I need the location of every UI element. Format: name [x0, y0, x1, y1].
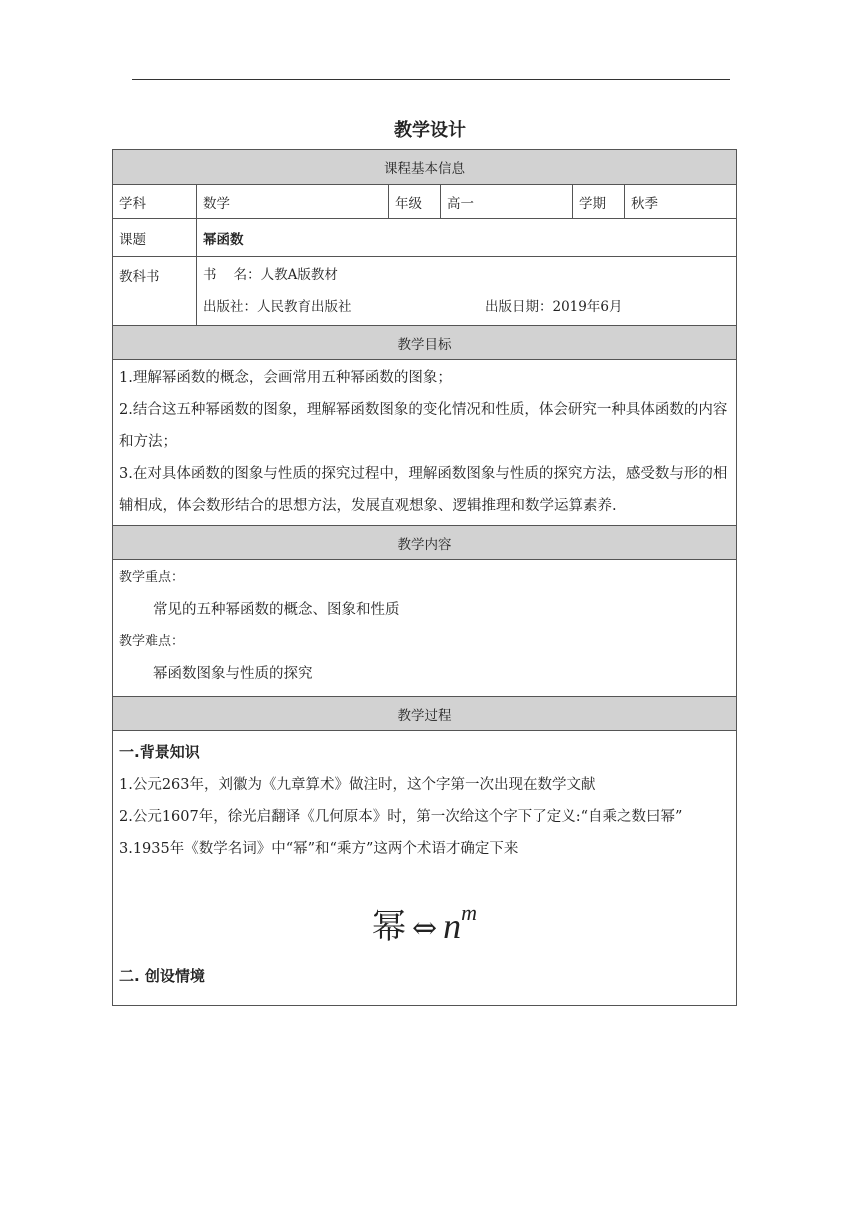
objective-item: 3.在对具体函数的图象与性质的探究过程中，理解函数图象与性质的探究方法，感受数与形的相辅相成，体会数形结合的思想方法，发展直观想象、逻辑推理和数学运算素养. — [119, 466, 728, 514]
content-body — [113, 560, 737, 697]
topic-label: 课题 — [113, 219, 197, 257]
equivalence-arrow-icon: ⇔ — [412, 911, 438, 946]
term-value: 秋季 — [625, 185, 737, 219]
formula-char: 幂 — [372, 907, 407, 947]
difficulty-text: 幂函数图象与性质的探究 — [153, 666, 313, 682]
objective-item: 1.理解幂函数的概念，会画常用五种幂函数的图象； — [119, 370, 452, 386]
background-item: 2.公元1607年，徐光启翻译《几何原本》时，第一次给这个字下了定义:“自乘之数曰幂” — [119, 809, 683, 825]
textbook-info — [197, 257, 737, 326]
background-item: 3.1935年《数学名词》中“幂”和“乘方”这两个术语才确定下来 — [119, 841, 519, 857]
grade-value: 高一 — [441, 185, 573, 219]
section-title: 二. 创设情境 — [119, 967, 205, 985]
book-name: 书 名：人教A版教材 — [203, 267, 338, 283]
publication-date: 出版日期：2019年6月 — [485, 299, 623, 315]
document-title: 教学设计 — [394, 120, 466, 141]
process-body — [113, 731, 737, 1006]
content-header: 教学内容 — [113, 526, 737, 560]
grade-label: 年级 — [389, 185, 441, 219]
formula-base: n — [443, 906, 462, 946]
power-formula — [119, 865, 730, 961]
background-item: 1.公元263年，刘徽为《九章算术》做注时，这个字第一次出现在数学文献 — [119, 777, 596, 793]
publisher: 出版社：人民教育出版社 — [203, 299, 352, 315]
basic-info-header: 课程基本信息 — [113, 150, 737, 185]
topic-value: 幂函数 — [197, 219, 737, 257]
textbook-label: 教科书 — [113, 257, 197, 326]
process-header: 教学过程 — [113, 697, 737, 731]
key-points-label: 教学重点： — [119, 570, 185, 585]
header-rule — [132, 79, 730, 80]
difficulty-label: 教学难点： — [119, 634, 185, 649]
objectives-list — [113, 360, 737, 526]
subject-value: 数学 — [197, 185, 389, 219]
subject-label: 学科 — [113, 185, 197, 219]
term-label: 学期 — [573, 185, 625, 219]
lesson-plan-table — [112, 149, 736, 1006]
publisher-row — [203, 291, 730, 323]
objective-item: 2.结合这五种幂函数的图象，理解幂函数图象的变化情况和性质，体会研究一种具体函数的内容和方法； — [119, 402, 728, 450]
key-points-text: 常见的五种幂函数的概念、图象和性质 — [153, 602, 400, 618]
objectives-header: 教学目标 — [113, 326, 737, 360]
formula-exponent: m — [461, 900, 478, 925]
section-title: 一.背景知识 — [119, 743, 200, 761]
